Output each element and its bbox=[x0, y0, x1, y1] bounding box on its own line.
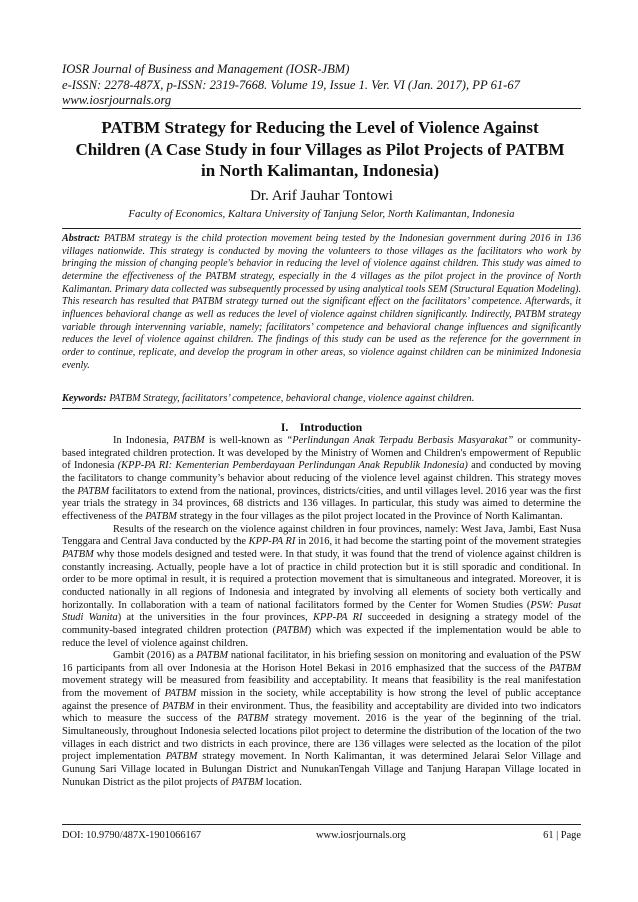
text-span: ) at the universities in the four provinces, bbox=[117, 612, 313, 624]
emphasis: PATBM bbox=[164, 688, 197, 700]
emphasis: PATBM bbox=[231, 776, 264, 788]
text-span: Gambit (2016) as a bbox=[113, 650, 197, 662]
text-span: strategy movement. 2016 is the year of the beginning of the trial. Simultaneously, throughout Indonesia selected locations pilot project to determine the distribution of the location of the two villages in each district and two districts in each province, there are 136 villages were selected as the location of the pilot project implementation bbox=[62, 713, 581, 763]
journal-site: www.iosrjournals.org bbox=[62, 93, 172, 107]
emphasis: PATBM bbox=[172, 435, 205, 446]
keywords-label: Keywords: bbox=[62, 393, 107, 404]
section-number: I. bbox=[280, 422, 289, 434]
emphasis: PATBM bbox=[549, 662, 581, 674]
footer-doi: DOI: 10.9790/487X-1901066167 bbox=[62, 830, 202, 841]
body-text bbox=[62, 435, 581, 789]
journal-issn: e-ISSN: 2278-487X, p-ISSN: 2319-7668. Volume 19, Issue 1. Ver. VI (Jan. 2017), PP 61-67 bbox=[62, 77, 520, 92]
text-span: ) which was expected if the implementation would be able to reduce the level of violence against children. bbox=[62, 624, 581, 649]
author-name: Dr. Arif Jauhar Tontowi bbox=[250, 188, 393, 204]
paragraph-3 bbox=[62, 650, 581, 789]
author-affiliation: Faculty of Economics, Kaltara University of Tanjung Selor, North Kalimantan, Indonesia bbox=[128, 208, 515, 220]
emphasis: PATBM bbox=[275, 624, 308, 636]
section-title: Introduction bbox=[299, 422, 363, 434]
text-span: why those models designed and tested were. In that study, it was found that the trend of violence against children is constantly increasing. Actually, people have a lot of practice in child protection but it is still sporadic and conditional. In order to be more optimal in result, it is required a protection movement that is simultaneous and integrated. Moreover, it is conducted nationally in all regions of Indonesia and integrated by involving all elements of society both vertically and horizontally. In collaboration with a team of national facilitators formed by the Center for Women Studies ( bbox=[62, 548, 581, 611]
emphasis: PATBM bbox=[162, 700, 194, 712]
text-span: facilitators to extend from the national, provinces, districts/cities, and until villages level. 2016 year was the first year trials the strategy in 34 provinces, 68 districts and 136 villages. In particular, this study was aimed to determine the effectiveness of the bbox=[62, 485, 581, 522]
emphasis: PATBM bbox=[196, 650, 229, 662]
keywords bbox=[62, 392, 581, 405]
abstract-bottom-rule bbox=[62, 408, 581, 409]
footer-page-number: 61 | Page bbox=[543, 830, 581, 841]
text-span: succeeded in designing a strategy model of the community-based integrated children protection ( bbox=[62, 612, 581, 636]
footer-site: www.iosrjournals.org bbox=[316, 830, 406, 841]
footer-rule bbox=[62, 824, 581, 825]
journal-header bbox=[62, 62, 582, 109]
emphasis: PSW: Pusat Studi Wanita bbox=[62, 599, 581, 624]
paper-title: PATBM Strategy for Reducing the Level of Violence Against Children (A Case Study in four Villages as Pilot Projects of PATBM in North Kalimantan, Indonesia) bbox=[75, 118, 565, 180]
emphasis: (KPP-PA RI: Kementerian Pemberdayaan Perlindungan Anak Republik Indonesia) bbox=[117, 460, 468, 472]
emphasis: PATBM bbox=[165, 751, 198, 763]
emphasis: PATBM bbox=[236, 713, 269, 725]
text-span: national facilitator, in his briefing session on monitoring and evaluation of the PSW 16 participants from all over Indonesia at the Horison Hotel Bekasi in 2016 emphasized that the success of the bbox=[62, 650, 581, 674]
text-span: strategy movement. In North Kalimantan, it was determined Jelarai Selor Village and Gunung Sari Village located in Bulungan District and NunukanTengah Village and Tanjung Harapan Village located in Nunukan District as the pilot projects of bbox=[62, 751, 582, 788]
text-span: and conducted by moving the facilitators to change community’s behavior about reducing of the violence level against children. This strategy moves the bbox=[62, 460, 582, 497]
text-span: mission in the society, while acceptability is how strong the level of public acceptance against the presence of bbox=[62, 688, 581, 712]
header-rule bbox=[62, 108, 581, 109]
text-span: in their environment. Thus, the feasibility and acceptability are divided into two indicators which to measure the success of the bbox=[62, 700, 581, 725]
journal-name: IOSR Journal of Business and Management (IOSR-JBM) bbox=[62, 62, 350, 76]
keywords-text: PATBM Strategy, facilitators’ competence, behavioral change, violence against children. bbox=[109, 393, 475, 404]
section-heading bbox=[62, 421, 581, 435]
text-span: strategy in the four villages as the pilot project located in the Province of North Kalimantan. bbox=[176, 510, 563, 522]
text-span: Results of the research on the violence against children in four provinces, namely: West Java, Jambi, East Nusa Tenggara and Central Java conducted by the bbox=[62, 523, 581, 548]
text-span: movement strategy will be measured from feasibility and acceptability. It means that feasibility is the real manifestation from the movement of bbox=[62, 675, 581, 700]
text-span: In Indonesia, bbox=[113, 435, 173, 446]
abstract-label: Abstract: bbox=[62, 233, 101, 244]
abstract-text: PATBM strategy is the child protection movement being tested by the Indonesian government during 2016 in 136 villages nationwide. This strategy is conducted by moving the volunteers to those villages as the facilitators who work by bringing the mission of changing people's behavior in reducing the level of violence against children. This study was aimed to determine the effectiveness of the PATBM strategy, especially in the 4 villages as the pilot project in the province of North Kalimantan. Primary data collected was subsequently processed by using analytical tools SEM (Structural Equation Modeling). This research has resulted that PATBM strategy turned out the significant effect on the facilitators’ competence. Afterwards, it influences behavioral change as well as reduces the level of violence against children significantly. Indirectly, PATBM strategy variable through intervenning variable, namely; facilitators’ competence and behavioral change influences and significantly reduces the level of violence against children. The findings of this study can be used as the reference for the government in order to continue, replicate, and develop the program in other areas, so violence against children can be minimized Indonesia evenly. bbox=[62, 233, 581, 371]
emphasis: PATBM bbox=[77, 485, 110, 497]
emphasis: PATBM bbox=[62, 548, 94, 560]
text-span: or community-based integrated children protection. It was developed by the Ministry of Women and Children's empowerment of Republic of Indonesia bbox=[62, 435, 581, 472]
emphasis: “Perlindungan Anak Terpadu Berbasis Masyarakat” bbox=[286, 435, 514, 446]
text-span: location. bbox=[263, 776, 302, 788]
paragraph-2 bbox=[62, 524, 581, 651]
text-span: in 2016, it had become the starting point of the movement strategies bbox=[295, 536, 581, 548]
emphasis: PATBM bbox=[145, 510, 177, 522]
text-span: is well-known as bbox=[204, 435, 287, 446]
emphasis: KPP-PA RI bbox=[313, 612, 363, 624]
abstract bbox=[62, 233, 581, 372]
abstract-top-rule bbox=[62, 228, 581, 229]
emphasis: KPP-PA RI bbox=[248, 536, 296, 548]
paragraph-1 bbox=[62, 435, 581, 524]
